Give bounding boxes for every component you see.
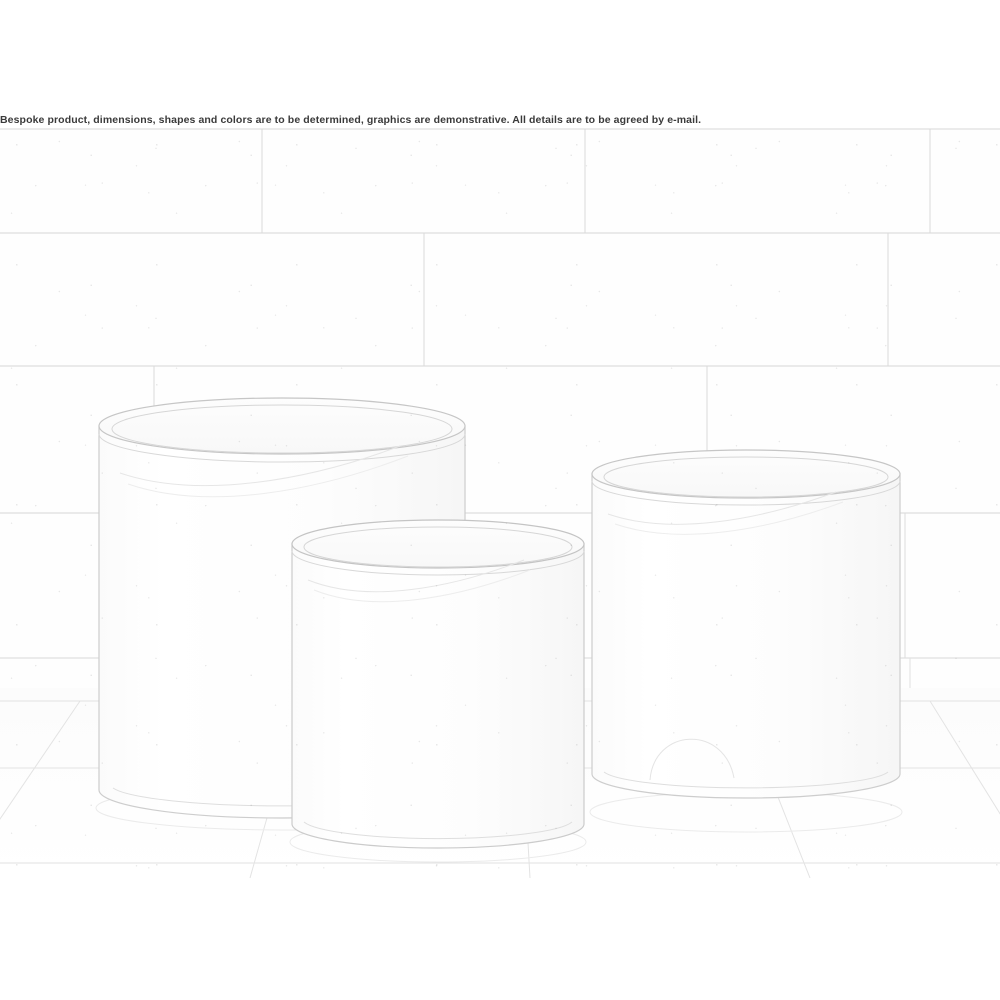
cylinder-counter-right bbox=[592, 450, 900, 798]
cylinder-counter-center bbox=[292, 520, 584, 848]
product-render-image bbox=[0, 128, 1000, 878]
scene-illustration bbox=[0, 128, 1000, 878]
disclaimer-text: Bespoke product, dimensions, shapes and colors are to be determined, graphics are demonstrative. All details are to be agreed by e-mail. bbox=[0, 114, 702, 126]
